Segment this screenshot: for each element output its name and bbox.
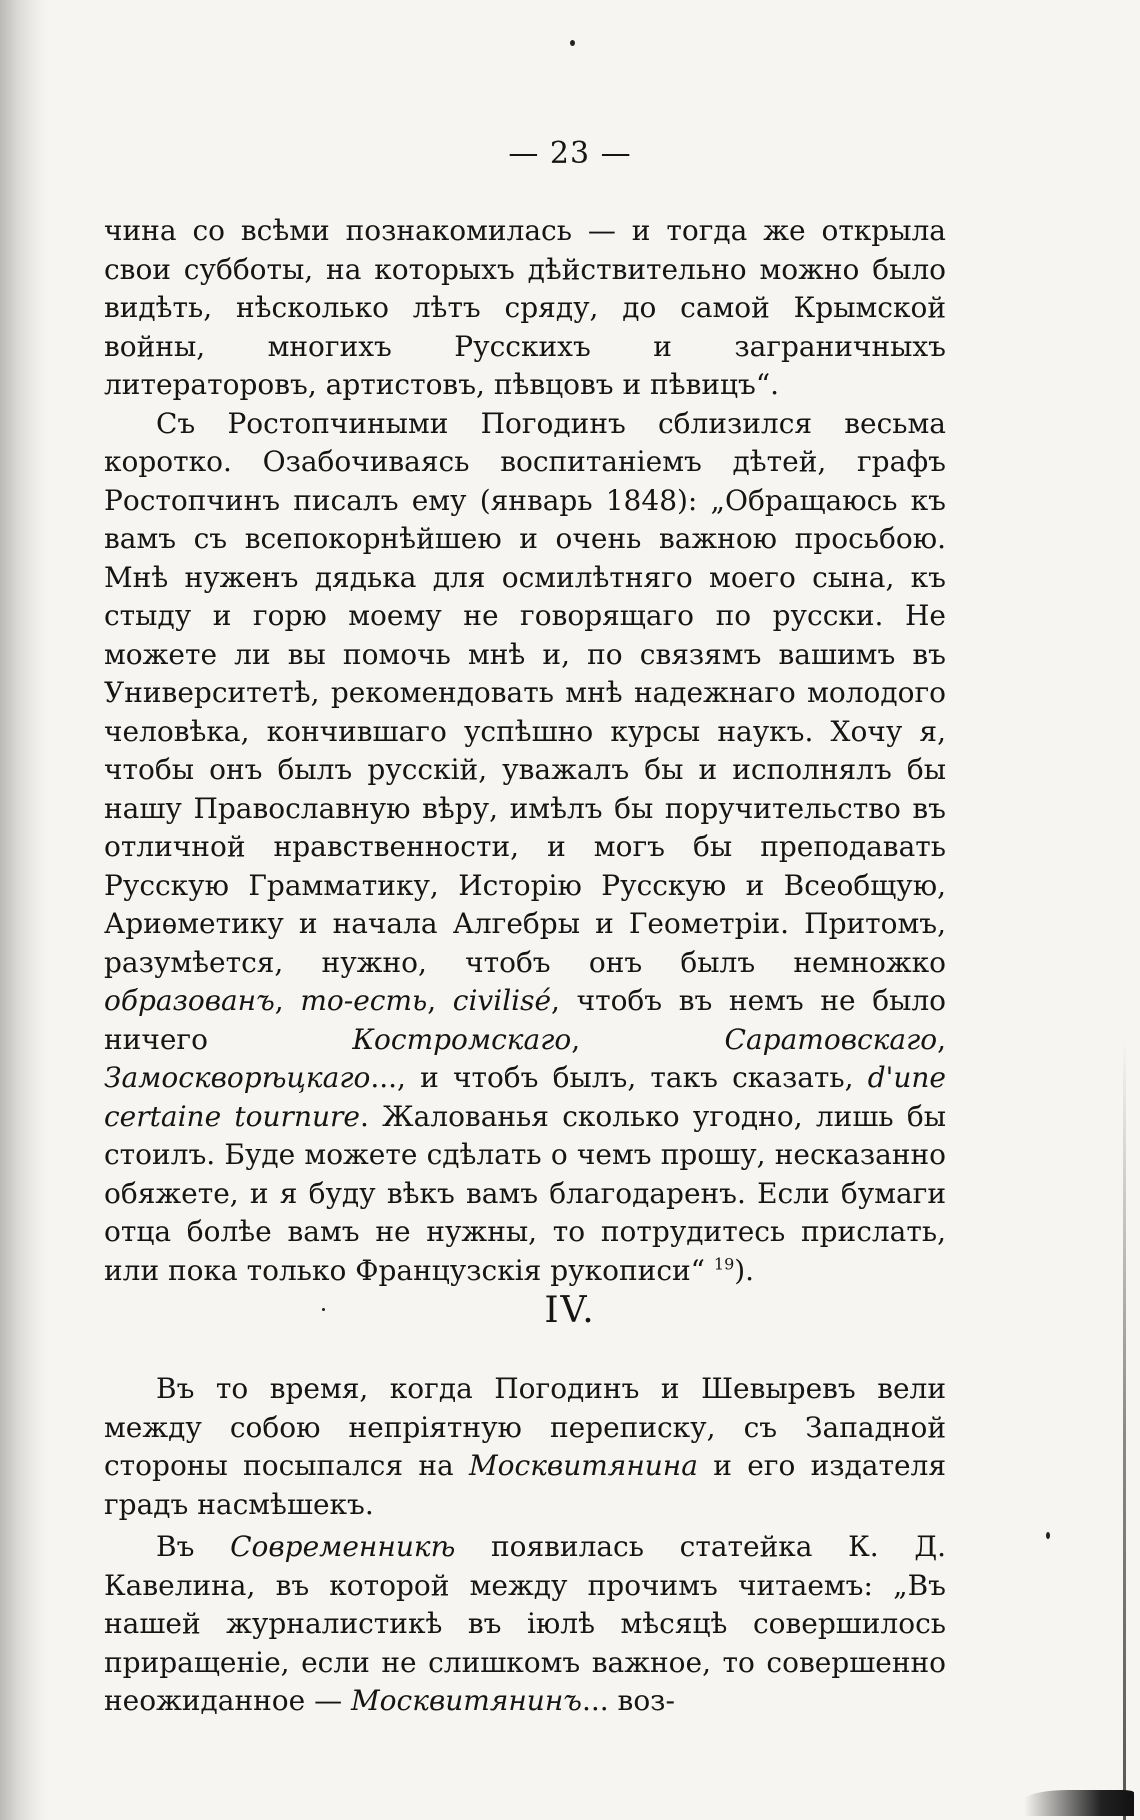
page-number: — 23 — [508,136,632,171]
paragraph-rostopchin-letter: Съ Ростопчиными Погодинъ сблизился весьма коротко. Озабочиваясь воспитаніемъ дѣтей, графъ Ростопчинъ писалъ ему (январь 1848): „Обращаюсь къ вамъ съ всепокорнѣйшею и очень важною просьбою. Мнѣ нуженъ дядька для осмилѣтняго моего сына, къ стыду и горю моему не говорящаго по русски. Не можете ли вы помочь мнѣ и, по связямъ вашимъ въ Университетѣ, рекомендовать мнѣ надежнаго молодого человѣка, кончившаго успѣшно курсы наукъ. Хочу я, чтобы онъ былъ русскій, уважалъ бы и исполнялъ бы нашу Православную вѣру, имѣлъ бы поручительство въ отличной нравственности, и могъ бы преподавать Русскую Грамматику, Исторію Русскую и Всеобщую, Ариѳметику и начала Алгебры и Геометріи. Притомъ, разумѣется, нужно, чтобъ онъ былъ немножко образованъ, то-есть, civilisé, чтобъ въ немъ не было ничего Костромскаго, Саратовскаго, Замоскворѣцкаго..., и чтобъ былъ, такъ сказать, d'une certaine tournure. Жалованья сколько угодно, лишь бы стоилъ. Буде можете сдѣлать о чемъ прошу, несказанно обяжете, и я буду вѣкъ вамъ благодаренъ. Если бумаги отца болѣе вамъ не нужны, то потрудитесь прислать, или пока только Французскія рукописи“ $^{19}$). [104,406,947,1287]
paragraph-continued: чина со всѣми познакомилась — и тогда же открыла свои субботы, на которыхъ дѣйствительно можно было видѣть, нѣсколько лѣтъ сряду, до самой Крымской войны, многихъ Русскихъ и заграничныхъ литераторовъ, артистовъ, пѣвцовъ и пѣвицъ“. [104,214,946,401]
section-heading: IV. [544,1290,596,1331]
scan-right-edge [1123,1040,1126,1820]
scan-speck [1046,1532,1050,1539]
paragraph-moskvityanin: Въ то время, когда Погодинъ и Шевыревъ вели между собою непріятную переписку, съ Западной стороны посыпался на Москвитянина и его издателя градъ насмѣшекъ. [104,1372,946,1521]
scan-speck [570,40,575,46]
text-block-top [104,212,946,1290]
scan-gutter-shadow [0,0,48,1820]
footnote-marker: 19 [713,1254,735,1274]
text-block-bottom [104,1370,946,1721]
scan-corner-smudge [1024,1790,1134,1816]
paragraph-sovremennik: Въ Современникѣ появилась статейка К. Д. Кавелина, въ которой между прочимъ читаемъ: „Въ нашей журналистикѣ въ іюлѣ мѣсяцѣ совершилось приращеніе, если не слишкомъ важное, то совершенно неожиданное — Москвитянинъ... воз- [104,1530,947,1717]
